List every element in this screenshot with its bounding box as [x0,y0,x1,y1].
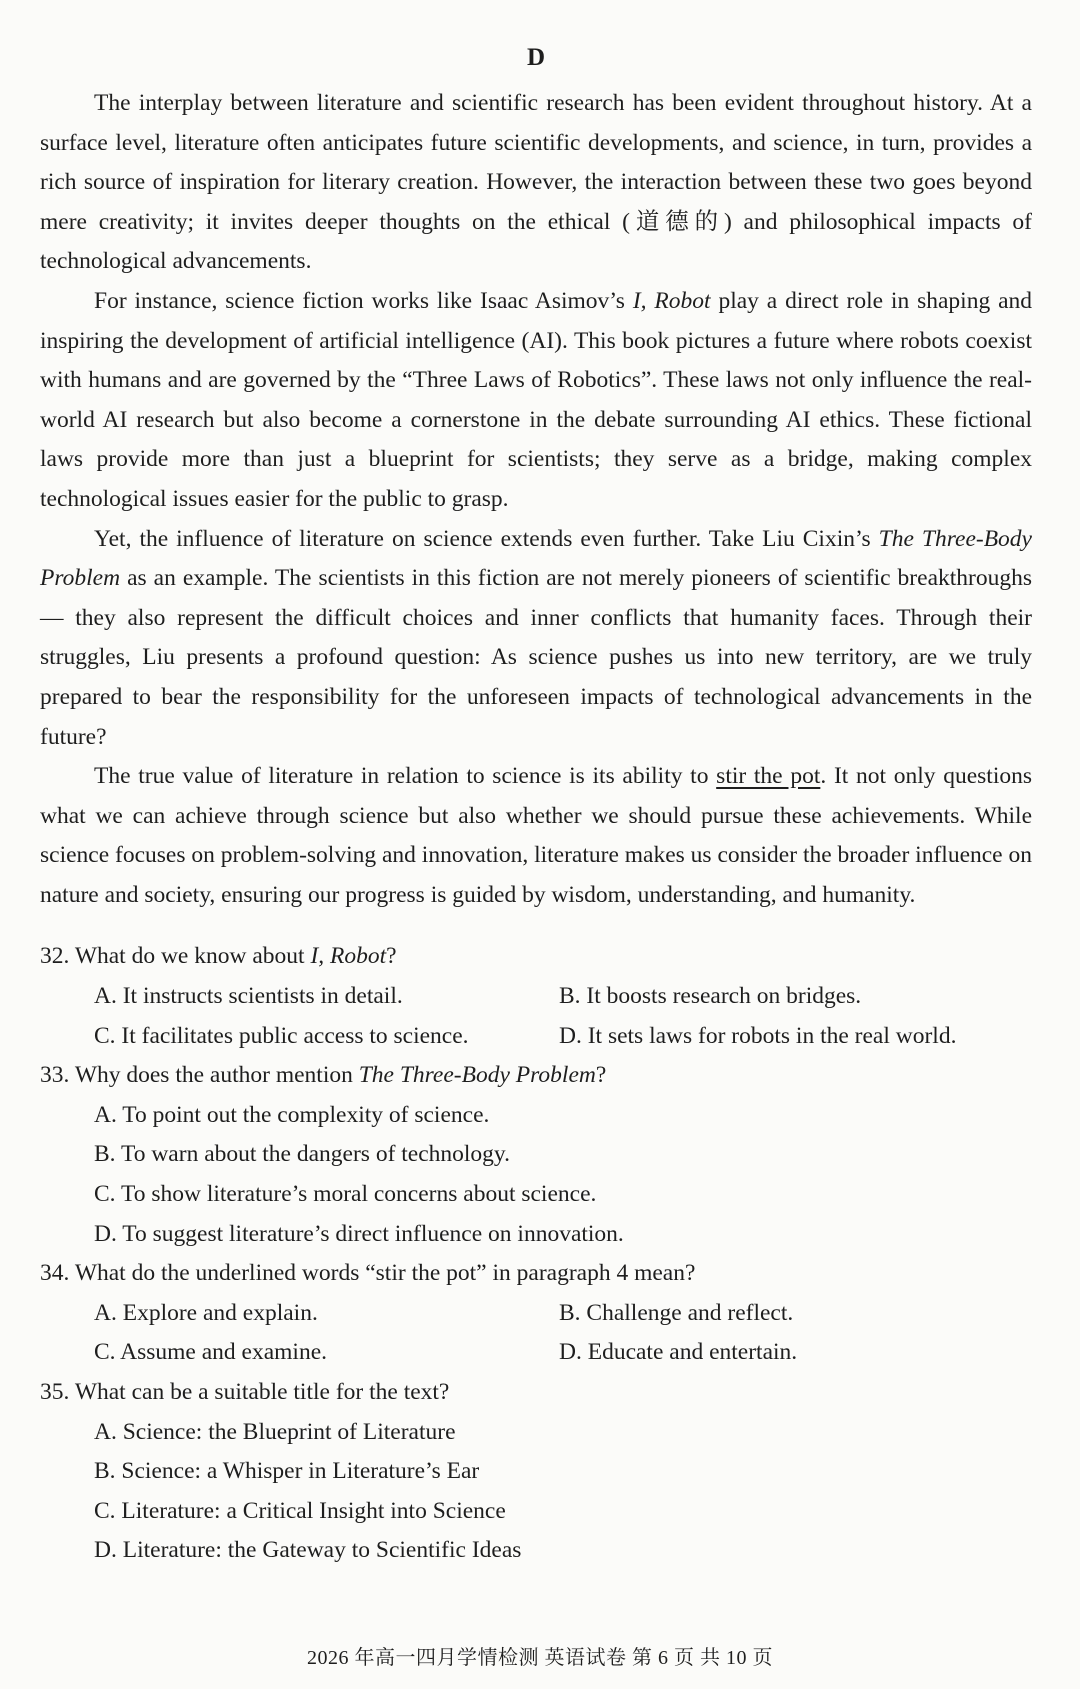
question-33 [40,1056,1032,1254]
question-35-option-a[interactable]: A. Science: the Blueprint of Literature [94,1418,456,1445]
question-34-option-b[interactable]: B. Challenge and reflect. [559,1299,794,1326]
book-title-i-robot: I, Robot [632,287,711,314]
question-32-stem-title: I, Robot [310,943,387,970]
question-35-options [40,1413,1032,1571]
question-33-option-a[interactable]: A. To point out the complexity of science. [94,1101,490,1128]
question-32-stem [40,937,1032,977]
question-34-option-d[interactable]: D. Educate and entertain. [559,1339,798,1366]
question-32-option-b[interactable]: B. It boosts research on bridges. [559,983,862,1010]
page-footer: 2026 年高一四月学情检测 英语试卷 第 6 页 共 10 页 [307,1647,773,1669]
underlined-phrase: stir the pot [716,763,821,790]
book-title-three-body-problem: The Three-Body Problem [40,525,1032,592]
question-32-option-d[interactable]: D. It sets laws for robots in the real world. [559,1022,957,1049]
question-35-stem: 35. What can be a suitable title for the text? [40,1379,450,1405]
paragraph-2-text-before: For instance, science fiction works like Isaac Asimov’s [94,287,633,314]
question-34-stem: 34. What do the underlined words “stir the pot” in paragraph 4 mean? [40,1260,696,1287]
passage-paragraph-2 [40,282,1032,520]
question-32-stem-text: 32. What do we know about [40,943,311,970]
paragraph-2-text-after: play a direct role in shaping and inspiring the development of artificial intelligence (AI). This book pictures a future where robots coexist with humans and are governed by the “Three Laws of Robotics”. These laws not only influence the real-world AI research but also become a cornerstone in the debate surrounding AI ethics. These fictional laws provide more than just a blueprint for scientists; they serve as a bridge, making complex technological issues easier for the public to grasp. [40,287,1033,512]
section-heading: D [526,44,546,71]
paragraph-3-text-before: Yet, the influence of literature on science extends even further. Take Liu Cixin’s [94,525,879,552]
question-34-option-a[interactable]: A. Explore and explain. [94,1299,318,1326]
passage-paragraph-4 [40,757,1032,915]
question-35-option-b[interactable]: B. Science: a Whisper in Literature’s Ear [94,1458,480,1485]
question-33-stem-text: 33. Why does the author mention [40,1062,359,1089]
question-35 [40,1373,1032,1571]
passage-paragraph-3 [40,520,1032,758]
question-33-stem-end: ? [595,1062,607,1089]
paragraph-4-text-after: . It not only questions what we can achieve through science but also whether we should pursue these achievements. While science focuses on problem-solving and innovation, literature makes us consider the broader influence on nature and society, ensuring our progress is guided by wisdom, understanding, and humanity. [40,763,1032,908]
paragraph-3-text-after: as an example. The scientists in this fiction are not merely pioneers of scientific breakthroughs — they also represent the difficult choices and inner conflicts that humanity faces. Through their struggles, Liu presents a profound question: As science pushes us into new territory, are we truly prepared to bear the responsibility for the unforeseen impacts of technological advancements in the future? [40,565,1032,750]
question-35-option-c[interactable]: C. Literature: a Critical Insight into Science [94,1497,506,1524]
question-32 [40,937,1032,1056]
reading-passage [40,84,1032,915]
question-33-stem-title: The Three-Body Problem [358,1062,596,1089]
question-33-stem [40,1056,1032,1096]
question-35-option-d[interactable]: D. Literature: the Gateway to Scientific Ideas [94,1537,522,1564]
question-32-stem-end: ? [386,943,397,970]
question-32-options [40,977,1032,1056]
question-33-option-c[interactable]: C. To show literature’s moral concerns about science. [94,1181,597,1208]
question-34-option-c[interactable]: C. Assume and examine. [94,1339,328,1366]
question-34 [40,1254,1032,1373]
question-33-options [40,1096,1032,1254]
question-32-option-a[interactable]: A. It instructs scientists in detail. [94,983,403,1010]
question-33-option-b[interactable]: B. To warn about the dangers of technology. [94,1141,511,1168]
question-32-option-c[interactable]: C. It facilitates public access to science. [94,1022,469,1049]
paragraph-4-text-before: The true value of literature in relation to science is its ability to [94,763,717,790]
question-33-option-d[interactable]: D. To suggest literature’s direct influence on innovation. [94,1220,624,1247]
passage-paragraph-1: The interplay between literature and scientific research has been evident throughout history. At a surface level, literature often anticipates future scientific developments, and science, in turn, provides a rich source of inspiration for literary creation. However, the interaction between these two goes beyond mere creativity; it invites deeper thoughts on the ethical (道德的) and philosophical impacts of technological advancements. [40,90,1032,275]
question-34-options [40,1294,1032,1373]
